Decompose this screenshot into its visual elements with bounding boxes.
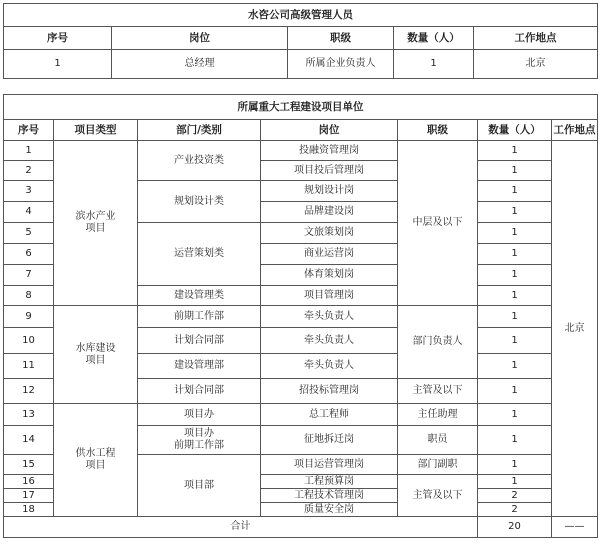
table-row [4, 404, 598, 426]
row-count: 1 [478, 306, 552, 328]
row-position: 规划设计岗 [261, 181, 398, 202]
senior-table-title: 水咨公司高级管理人员 [4, 4, 598, 27]
dept-cell: 规划设计类 [138, 181, 261, 223]
row-no: 13 [4, 404, 54, 426]
row-no: 3 [4, 181, 54, 202]
dept-cell: 前期工作部 [138, 306, 261, 328]
total-label: 合计 [4, 517, 478, 538]
row-no: 9 [4, 306, 54, 328]
row-no: 2 [4, 161, 54, 181]
project-type-cell: 水库建设 项目 [54, 306, 138, 404]
row-position: 工程预算岗 [261, 475, 398, 489]
header-seq: 序号 [4, 27, 112, 50]
row-position: 牵头负责人 [261, 306, 398, 328]
row-count: 1 [478, 181, 552, 202]
row-count: 1 [478, 328, 552, 354]
project-table-title: 所属重大工程建设项目单位 [4, 95, 598, 120]
row-no: 17 [4, 489, 54, 503]
row-count: 1 [478, 475, 552, 489]
row-position: 投融资管理岗 [261, 141, 398, 161]
dept-cell: 计划合同部 [138, 379, 261, 404]
row-no: 8 [4, 286, 54, 306]
row-count: 1 [478, 244, 552, 265]
row-count: 1 [478, 379, 552, 404]
project-type-cell: 供水工程 项目 [54, 404, 138, 517]
row-no: 5 [4, 223, 54, 244]
header-grade: 职级 [288, 27, 394, 50]
row-position: 质量安全岗 [261, 503, 398, 517]
row-count: 1 [478, 455, 552, 475]
row-count: 1 [478, 141, 552, 161]
row-position: 体育策划岗 [261, 265, 398, 286]
row-position: 商业运营岗 [261, 244, 398, 265]
row-count: 1 [478, 354, 552, 379]
dept-cell: 计划合同部 [138, 328, 261, 354]
project-type-cell: 滨水产业 项目 [54, 141, 138, 306]
senior-row-no: 1 [4, 50, 112, 79]
header-position: 岗位 [112, 27, 288, 50]
grade-cell: 主管及以下 [398, 475, 478, 517]
grade-cell: 主管及以下 [398, 379, 478, 404]
dept-cell: 项目部 [138, 455, 261, 517]
header-location: 工作地点 [474, 27, 598, 50]
row-position: 项目运营管理岗 [261, 455, 398, 475]
row-position: 工程技术管理岗 [261, 489, 398, 503]
row-no: 6 [4, 244, 54, 265]
dept-cell: 建设管理类 [138, 286, 261, 306]
row-count: 1 [478, 426, 552, 455]
row-position: 牵头负责人 [261, 328, 398, 354]
row-count: 1 [478, 202, 552, 223]
row-position: 牵头负责人 [261, 354, 398, 379]
senior-row-count: 1 [394, 50, 474, 79]
grade-cell: 主任助理 [398, 404, 478, 426]
header-seq: 序号 [4, 120, 54, 141]
dept-cell: 建设管理部 [138, 354, 261, 379]
row-no: 4 [4, 202, 54, 223]
row-position: 品牌建设岗 [261, 202, 398, 223]
row-position: 项目投后管理岗 [261, 161, 398, 181]
header-count: 数量（人） [478, 120, 552, 141]
table-row [4, 141, 598, 161]
grade-cell: 职员 [398, 426, 478, 455]
row-position: 征地拆迁岗 [261, 426, 398, 455]
row-no: 10 [4, 328, 54, 354]
table-row [4, 306, 598, 328]
row-no: 15 [4, 455, 54, 475]
row-no: 16 [4, 475, 54, 489]
senior-row-position: 总经理 [112, 50, 288, 79]
row-count: 1 [478, 265, 552, 286]
row-count: 1 [478, 404, 552, 426]
row-no: 18 [4, 503, 54, 517]
senior-management-table [3, 3, 598, 79]
location-cell: 北京 [552, 141, 598, 517]
header-grade: 职级 [398, 120, 478, 141]
dept-cell: 项目办 前期工作部 [138, 426, 261, 455]
senior-row-grade: 所属企业负责人 [288, 50, 394, 79]
row-no: 7 [4, 265, 54, 286]
row-count: 2 [478, 489, 552, 503]
grade-cell: 中层及以下 [398, 141, 478, 306]
grade-cell: 部门负责人 [398, 306, 478, 379]
dept-cell: 产业投资类 [138, 141, 261, 181]
project-units-table [3, 94, 598, 538]
header-project-type: 项目类型 [54, 120, 138, 141]
row-count: 1 [478, 286, 552, 306]
total-location: —— [552, 517, 598, 538]
header-count: 数量（人） [394, 27, 474, 50]
grade-cell: 部门副职 [398, 455, 478, 475]
row-no: 11 [4, 354, 54, 379]
total-count: 20 [478, 517, 552, 538]
row-count: 1 [478, 223, 552, 244]
row-no: 12 [4, 379, 54, 404]
header-dept-category: 部门/类别 [138, 120, 261, 141]
row-position: 文旅策划岗 [261, 223, 398, 244]
row-count: 1 [478, 161, 552, 181]
row-no: 1 [4, 141, 54, 161]
dept-cell: 项目办 [138, 404, 261, 426]
row-count: 2 [478, 503, 552, 517]
row-position: 总工程师 [261, 404, 398, 426]
row-position: 项目管理岗 [261, 286, 398, 306]
header-location: 工作地点 [552, 120, 598, 141]
dept-cell: 运营策划类 [138, 223, 261, 286]
total-row [4, 517, 598, 538]
senior-row-location: 北京 [474, 50, 598, 79]
row-position: 招投标管理岗 [261, 379, 398, 404]
row-no: 14 [4, 426, 54, 455]
header-position: 岗位 [261, 120, 398, 141]
